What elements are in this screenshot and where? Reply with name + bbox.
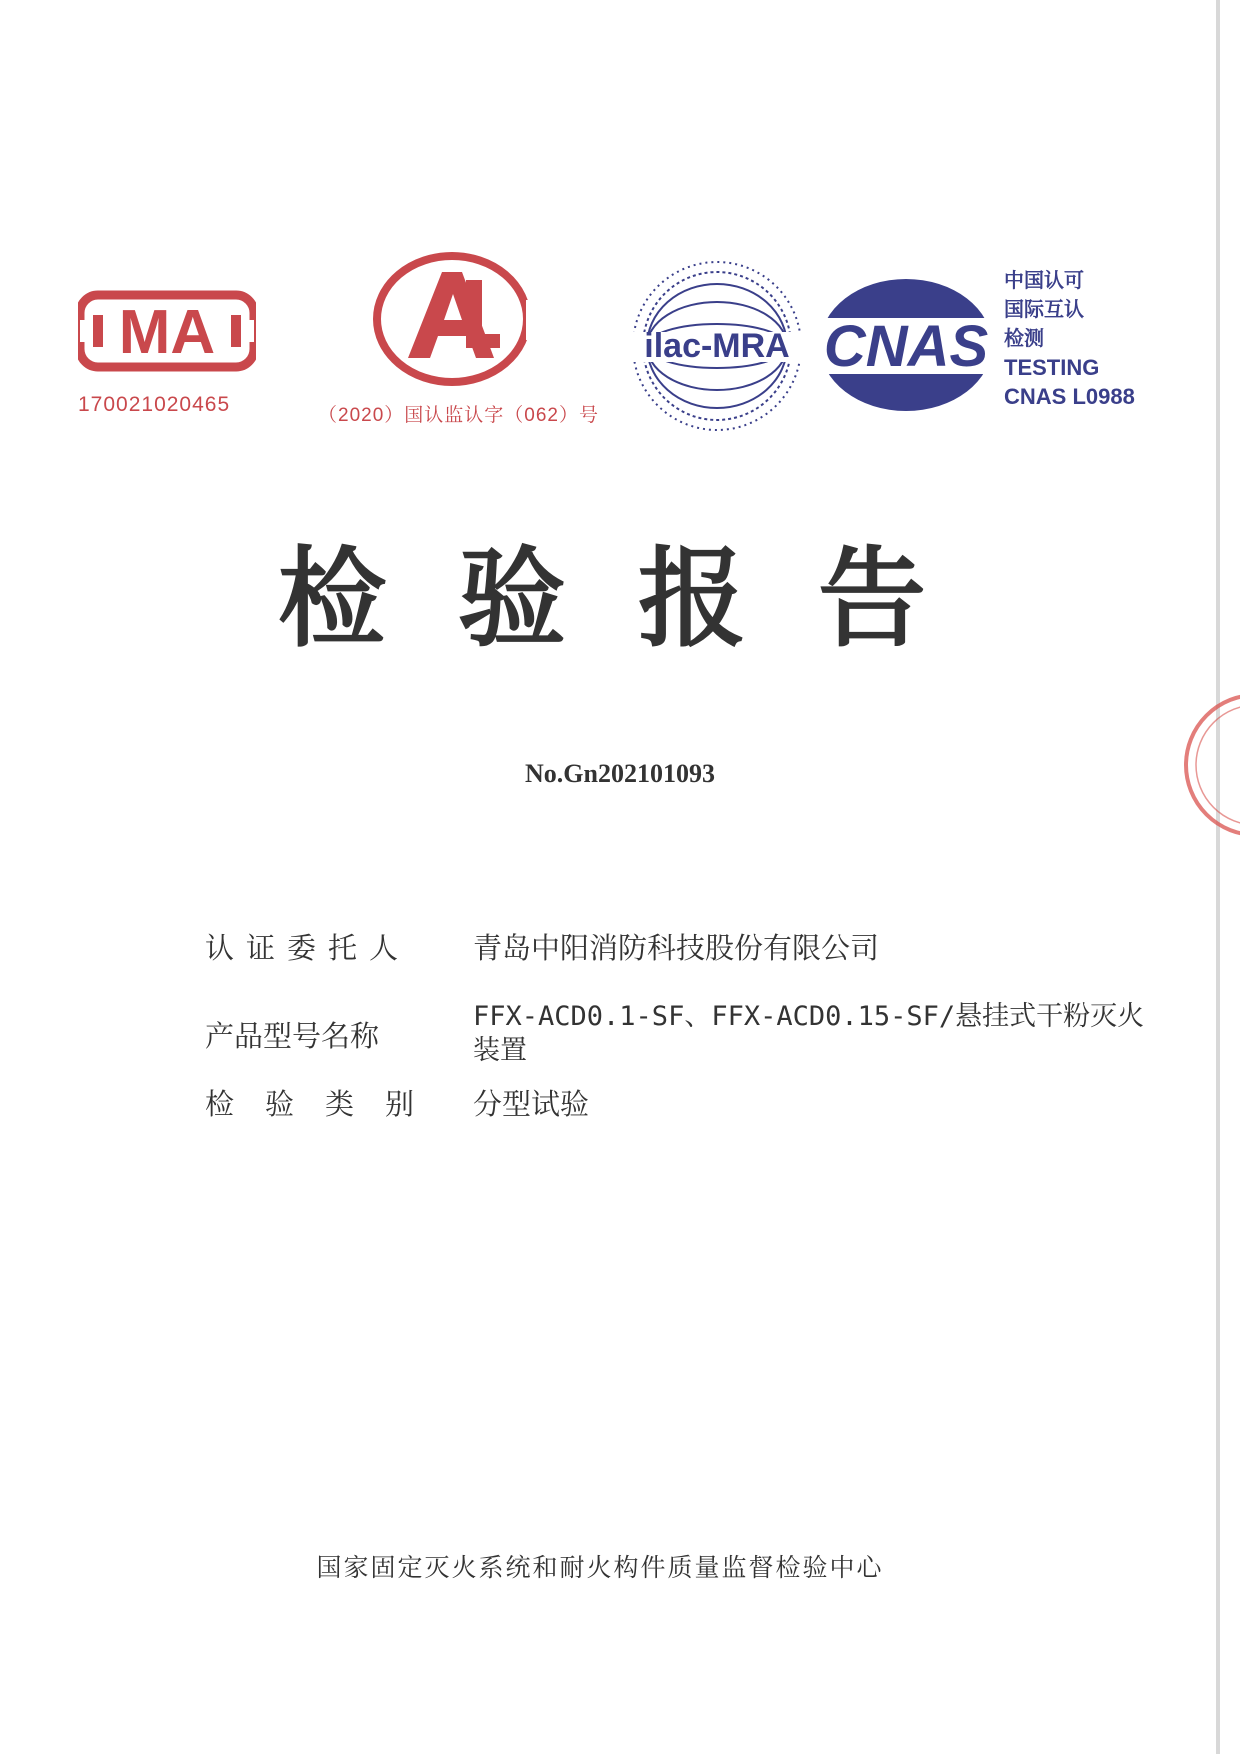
cnas-line: CNAS L0988: [1004, 384, 1135, 409]
ilac-globe-icon: [626, 256, 808, 436]
ilac-mra-logo: [626, 256, 808, 436]
issuing-organization: 国家固定灭火系统和耐火构件质量监督检验中心: [316, 1553, 884, 1582]
info-label: 产品型号名称: [205, 1019, 380, 1053]
info-value: FFX-ACD0.1-SF、FFX-ACD0.15-SF/悬挂式干粉灭火装置: [473, 1001, 1145, 1066]
info-value: 青岛中阳消防科技股份有限公司: [473, 931, 880, 965]
cal-logo: [318, 250, 599, 430]
cal-mark-icon: [370, 250, 534, 388]
cnas-text: CNAS: [823, 314, 989, 379]
info-value: 分型试验: [473, 1087, 590, 1121]
cnas-line: 国际互认: [1004, 297, 1084, 321]
report-number: No.Gn202101093: [525, 759, 715, 788]
cnas-accreditation-text: [1004, 266, 1174, 411]
info-label: 认证委托人: [205, 931, 411, 965]
certification-logos: [0, 0, 1240, 460]
red-seal-icon: [1166, 690, 1240, 840]
info-label: 检验类别: [205, 1087, 446, 1121]
cma-logo: [78, 285, 263, 425]
cnas-logo: [806, 270, 1006, 420]
cnas-line: TESTING: [1004, 355, 1100, 380]
cnas-mark-icon: [806, 270, 1006, 420]
cma-number: 170021020465: [78, 393, 231, 416]
cma-mark-icon: [78, 285, 256, 377]
report-title: 检验报告: [277, 537, 998, 662]
svg-text:MA: MA: [118, 298, 216, 367]
cal-caption: （2020）国认监认字（062）号: [318, 405, 599, 426]
cnas-line: 检测: [1004, 326, 1044, 350]
ilac-text: ilac-MRA: [644, 327, 790, 365]
cnas-line: 中国认可: [1004, 268, 1084, 292]
